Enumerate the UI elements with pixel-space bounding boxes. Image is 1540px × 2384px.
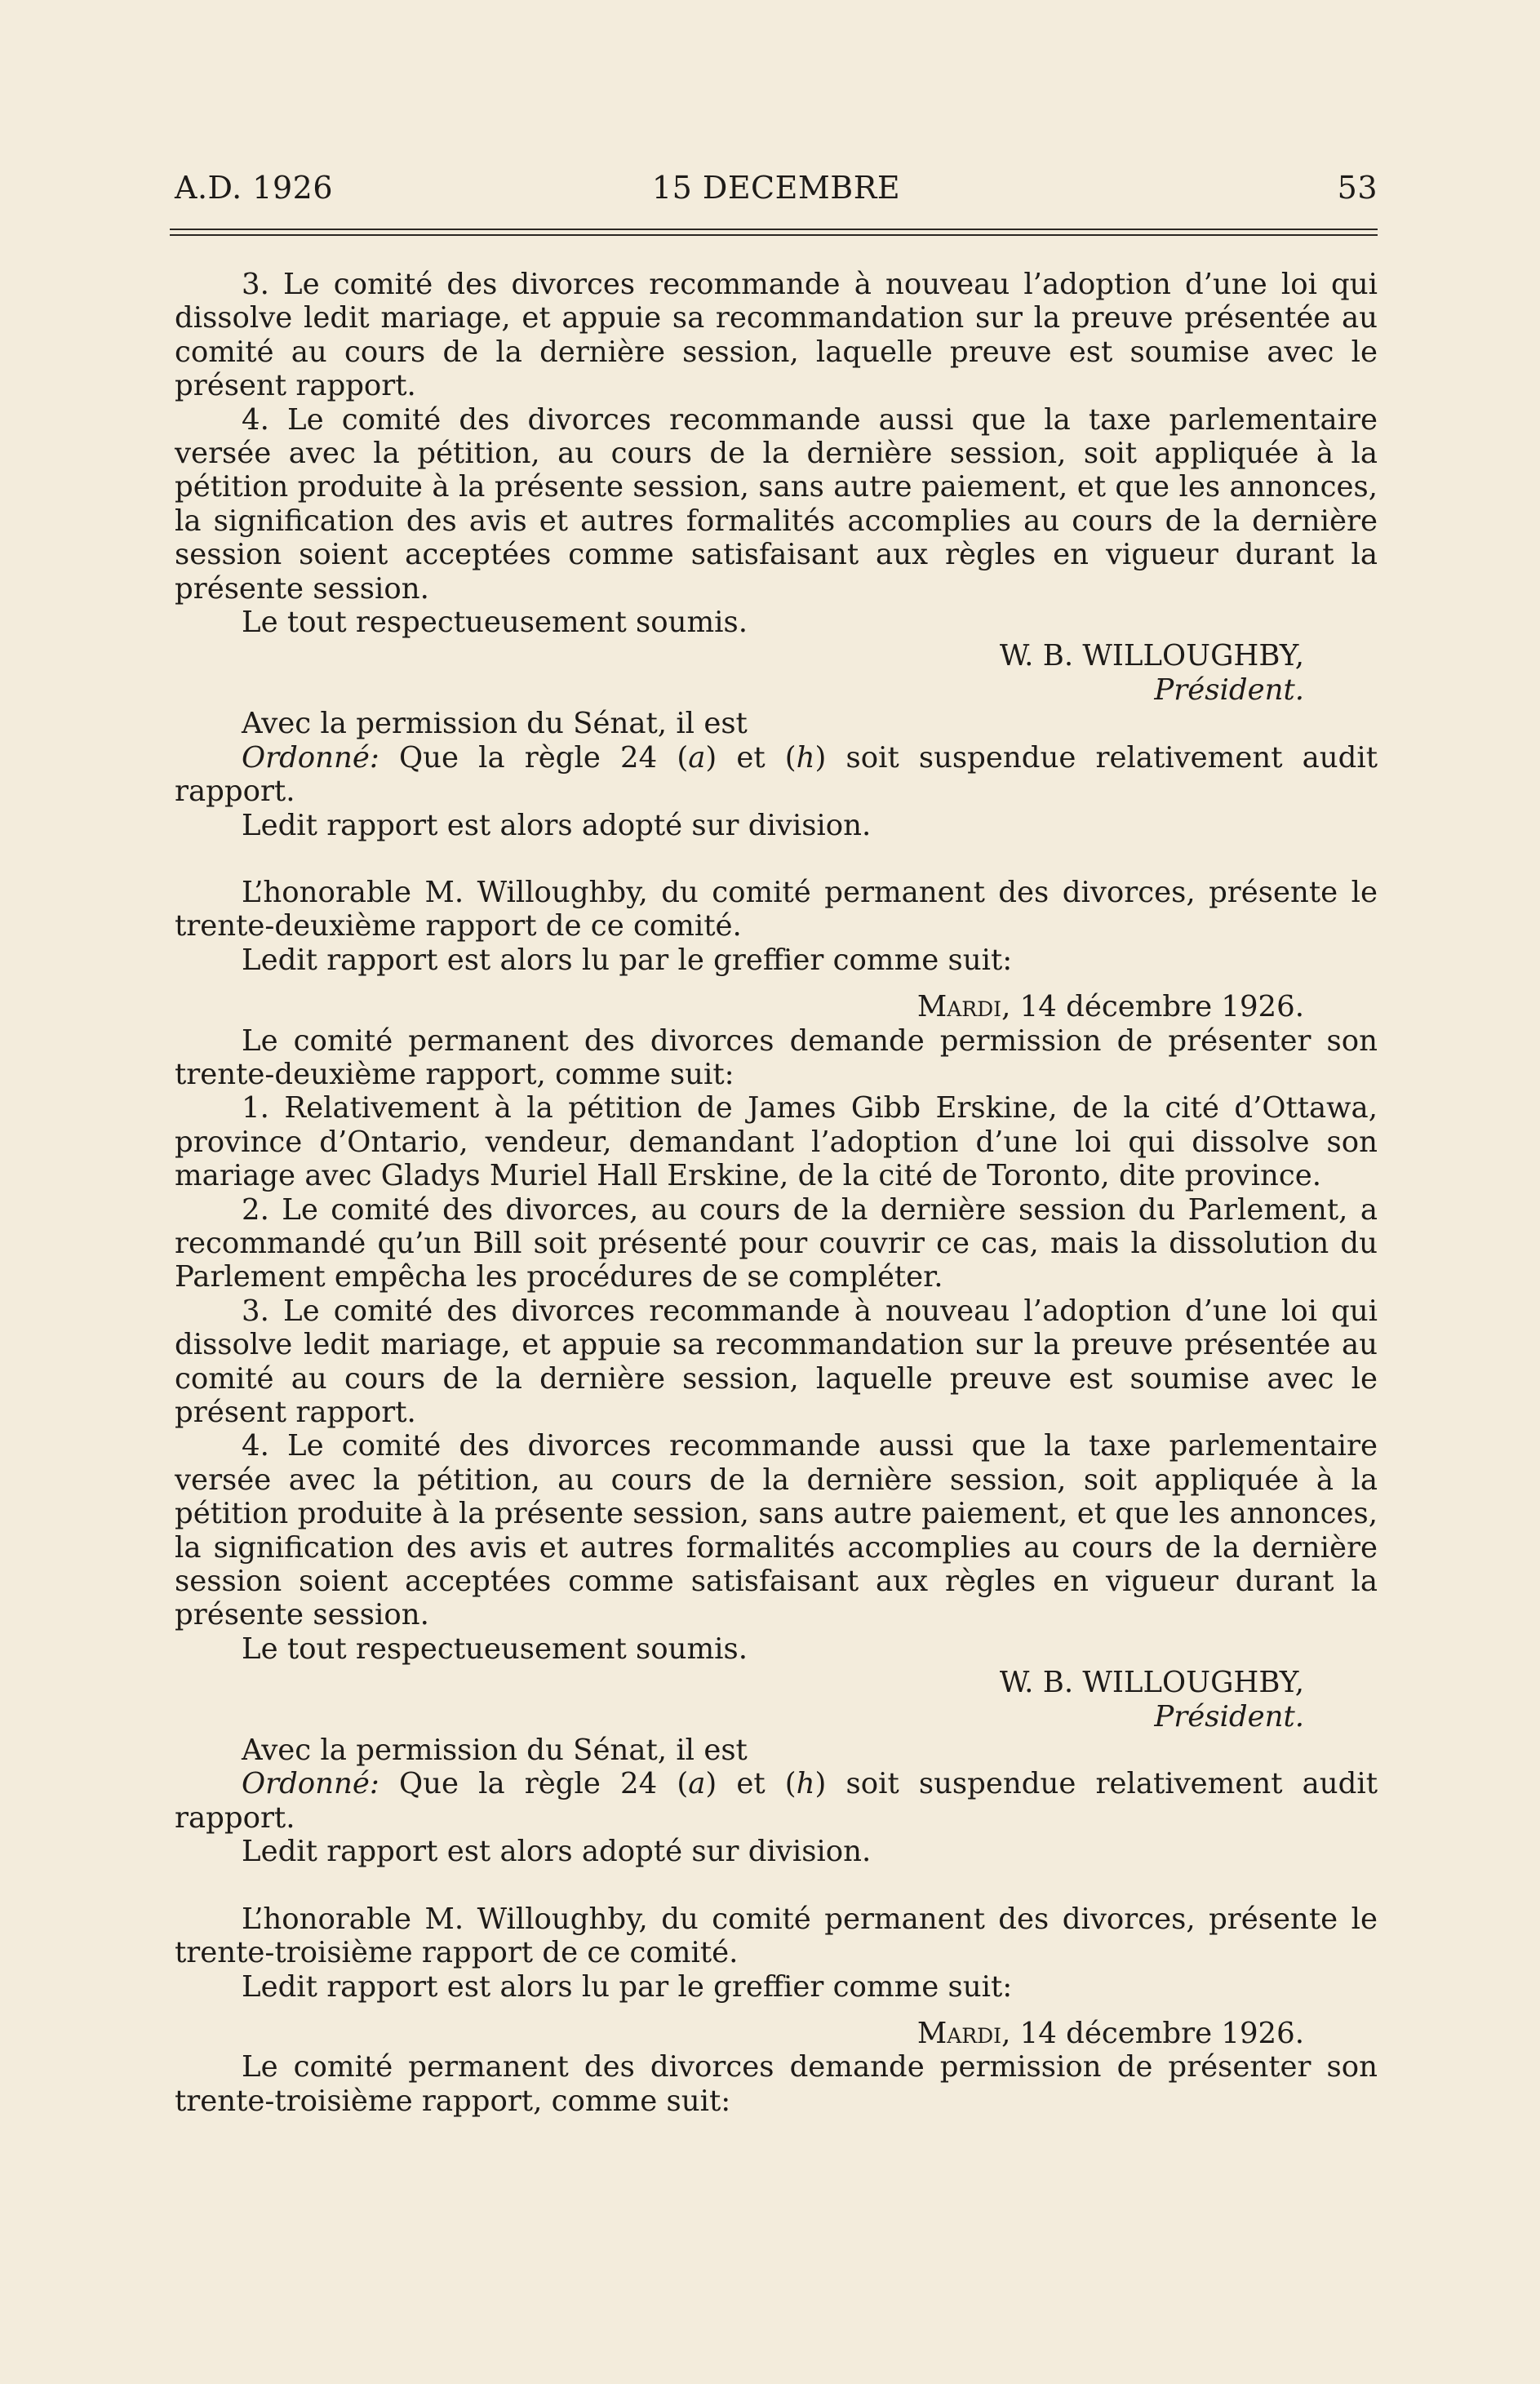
report1-permission: Avec la permission du Sénat, il est: [242, 707, 748, 741]
order-label: Ordonné:: [242, 1767, 379, 1801]
report2-read: Ledit rapport est alors lu par le greffier comme suit:: [242, 943, 1013, 977]
report1-paragraph-4: 4. Le comité des divorces recommande aussi que la taxe parlementaire versée avec la pétition, au cours de la dernière session, soit appliquée à la pétition produite à la présente session, sans autre paiement, et que les annonces, la signification des avis et autres formalités accomplies au cours de la dernière session soient acceptées comme satisfaisant aux règles en vigueur durant la présente session.: [175, 402, 1378, 606]
report2-intro: L’honorable M. Willoughby, du comité permanent des divorces, présente le trente-deuxième rapport de ce comité.: [175, 875, 1378, 943]
report3-date: Mardi, 14 décembre 1926.: [916, 2016, 1304, 2050]
report2-paragraph-2: 2. Le comité des divorces, au cours de la dernière session du Parlement, a recommandé qu’un Bill soit présenté pour couvrir ce cas, mais la dissolution du Parlement empêcha les procédures de se compléter.: [175, 1192, 1378, 1294]
report1-order: Ordonné: Que la règle 24 (a) et (h) soit suspendue relativement audit rapport.: [175, 740, 1378, 809]
report1-signature: W. B. WILLOUGHBY,: [999, 639, 1304, 673]
report3-read: Ledit rapport est alors lu par le greffier comme suit:: [242, 1969, 1013, 2004]
report2-paragraph-4: 4. Le comité des divorces recommande aussi que la taxe parlementaire versée avec la pétition, au cours de la dernière session, soit appliquée à la pétition produite à la présente session, sans autre paiement, et que les annonces, la signification des avis et autres formalités accomplies au cours de la dernière session soient acceptées comme satisfaisant aux règles en vigueur durant la présente session.: [175, 1429, 1378, 1632]
report3-request: Le comité permanent des divorces demande permission de présenter son trente-troisième rapport, comme suit:: [175, 2050, 1378, 2118]
header-rule-top: [170, 229, 1378, 230]
page-header: [175, 170, 1378, 211]
report2-closing: Le tout respectueusement soumis.: [242, 1632, 748, 1666]
header-date: 15 DECEMBRE: [651, 170, 901, 206]
report2-permission: Avec la permission du Sénat, il est: [242, 1734, 748, 1768]
report1-signature-title: Président.: [1154, 673, 1304, 707]
header-year: A.D. 1926: [175, 170, 333, 206]
report2-date: Mardi, 14 décembre 1926.: [916, 990, 1304, 1024]
page-number: 53: [1337, 170, 1378, 206]
report2-signature-title: Président.: [1154, 1699, 1304, 1734]
report2-request: Le comité permanent des divorces demande permission de présenter son trente-deuxième rapport, comme suit:: [175, 1023, 1378, 1091]
report2-paragraph-3: 3. Le comité des divorces recommande à nouveau l’adoption d’une loi qui dissolve ledit mariage, et appuie sa recommandation sur la preuve présentée au comité au cours de la dernière session, laquelle preuve est soumise avec le présent rapport.: [175, 1294, 1378, 1429]
report2-paragraph-1: 1. Relativement à la pétition de James Gibb Erskine, de la cité d’Ottawa, province d’Ontario, vendeur, demandant l’adoption d’une loi qui dissolve son mariage avec Gladys Muriel Hall Erskine, de la cité de Toronto, dite province.: [175, 1091, 1378, 1193]
header-rule-bottom: [170, 234, 1378, 236]
order-label: Ordonné:: [242, 740, 379, 775]
report2-order: Ordonné: Que la règle 24 (a) et (h) soit suspendue relativement audit rapport.: [175, 1767, 1378, 1835]
report2-adopted: Ledit rapport est alors adopté sur division.: [242, 1835, 872, 1869]
report2-signature: W. B. WILLOUGHBY,: [999, 1666, 1304, 1700]
report1-paragraph-3: 3. Le comité des divorces recommande à nouveau l’adoption d’une loi qui dissolve ledit mariage, et appuie sa recommandation sur la preuve présentée au comité au cours de la dernière session, laquelle preuve est soumise avec le présent rapport.: [175, 268, 1378, 403]
report1-adopted: Ledit rapport est alors adopté sur division.: [242, 808, 872, 842]
report1-closing: Le tout respectueusement soumis.: [242, 606, 748, 640]
page-body: [175, 268, 1378, 2118]
report3-intro: L’honorable M. Willoughby, du comité permanent des divorces, présente le trente-troisième rapport de ce comité.: [175, 1902, 1378, 1970]
